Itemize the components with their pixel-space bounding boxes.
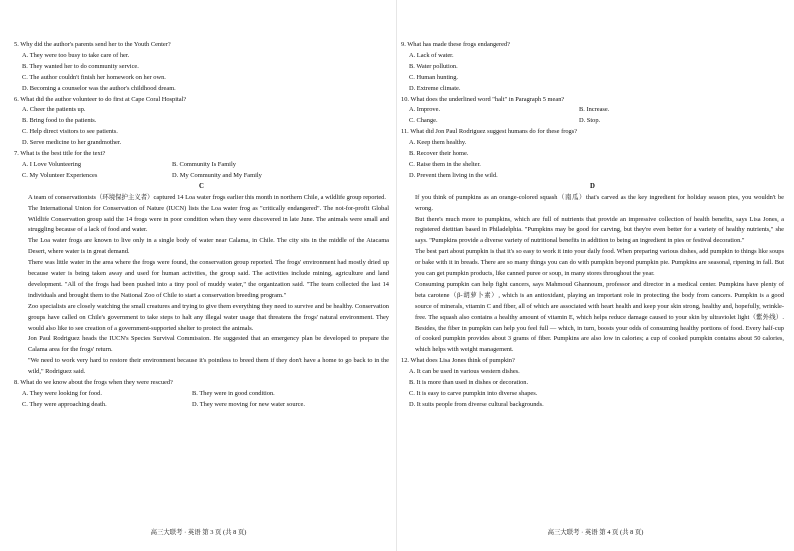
question-8-stem: 8. What do we know about the frogs when they were rescued? — [14, 379, 173, 387]
section-c-heading: C — [199, 182, 204, 190]
question-11-option-d[interactable]: D. Prevent them living in the wild. — [409, 171, 498, 179]
question-11-stem: 11. What did Jon Paul Rodriguez suggest humans do for these frogs? — [401, 128, 578, 136]
question-10-option-b[interactable]: B. Increase. — [579, 106, 610, 114]
question-12-option-d[interactable]: D. It suits people from diverse cultural backgrounds. — [409, 400, 544, 408]
passage-c-paragraph: The International Union for Conservation of Nature (IUCN) lists the Loa water frog as "critically endangered". The not-for-profit Global Wildlife Conservation group said the 14 frogs were in poor condition when they were discovered in late June. The animals were small and struggling because of a lack of food and water. — [28, 204, 389, 234]
question-8-option-d[interactable]: D. They were moving for new water source. — [192, 400, 305, 408]
question-7-option-c[interactable]: C. My Volunteer Experiences — [22, 171, 98, 179]
question-12-option-b[interactable]: B. It is more than used in dishes or decoration. — [409, 379, 529, 387]
passage-d-paragraph: But there's much more to pumpkins, which are full of nutrients that provide an impressive collection of health benefits, says Lisa Jones, a registered dietitian based in Philadelphia. "Pumpkins may be good for carving, but they're even better for a variety of healthy nutrients," she says. "Pumpkins provide a diverse variety of nutritional benefits in addition to being an ingredient in pies or festival decoration." — [415, 215, 784, 245]
passage-c-paragraph: A team of conservationists（环境保护主义者）captured 14 Loa water frogs earlier this month in northern Chile, a wildlife group reported. — [28, 193, 386, 201]
question-7-option-d[interactable]: D. My Community and My Family — [172, 171, 262, 179]
question-8-option-b[interactable]: B. They were in good condition. — [192, 390, 275, 397]
question-6-option-b[interactable]: B. Bring food to the patients. — [22, 117, 97, 125]
passage-d-paragraph: The best part about pumpkin is that it's so easy to work it into your daily food. When preparing various dishes, add pumpkin to things like soups or bake with it in breads. There are so many things you can do with pumpkin beyond pumpkin pie. Pumpkins are seasonal, ripening in fall. But you can get pumpkin products, like canned puree or soup, in many stores throughout the year. — [415, 248, 784, 278]
passage-c-paragraph: The Loa water frogs are known to live only in a single body of water near Calama, in Chile. The city sits in the middle of the Atacama Desert, where water is in great demand. — [28, 237, 389, 256]
passage-c-paragraph: "We need to work very hard to restore their environment because it's pointless to breed them if they don't have a home to go back to in the wild," Rodriguez said. — [28, 357, 389, 376]
question-6-option-a[interactable]: A. Cheer the patients up. — [22, 106, 86, 114]
question-5-stem: 5. Why did the author's parents send her to the Youth Center? — [14, 41, 171, 48]
passage-c-paragraph: Jon Paul Rodriguez heads the IUCN's Species Survival Commission. He suggested that an emergency plan be developed to prepare the Calama area for the frogs' return. — [28, 335, 389, 354]
page-footer-right: 高三大联考 · 英语 第 4 页 (共 8 页) — [547, 529, 644, 536]
question-5-option-c[interactable]: C. The author couldn't finish her homework on her own. — [22, 73, 166, 81]
question-11-option-c[interactable]: C. Raise them in the shelter. — [409, 160, 481, 168]
question-6-option-d[interactable]: D. Serve medicine to her grandmother. — [22, 139, 122, 147]
question-11-option-b[interactable]: B. Recover their home. — [409, 150, 469, 158]
question-7-option-b[interactable]: B. Community Is Family — [172, 160, 236, 168]
question-9-option-c[interactable]: C. Human hunting. — [409, 73, 458, 81]
question-10-option-c[interactable]: C. Change. — [409, 117, 438, 125]
question-8-option-a[interactable]: A. They were looking for food. — [22, 390, 102, 397]
question-9-stem: 9. What has made these frogs endangered? — [401, 41, 511, 48]
question-7-option-a[interactable]: A. I Love Volunteering — [22, 160, 82, 168]
question-6-option-c[interactable]: C. Help direct visitors to see patients. — [22, 128, 118, 136]
passage-c-paragraph: Zoo specialists are closely watching the small creatures and trying to give them everything they need to survive and be healthy. Conservation groups have called on Chile's government to take steps to halt any illegal water usage that threatens the frogs' natural environment. They would also like to see creation of a government-supported shelter to protect the animals. — [28, 302, 389, 332]
question-12-option-c[interactable]: C. It is easy to carve pumpkin into diverse shapes. — [409, 390, 538, 397]
question-6-stem: 6. What did the author volunteer to do first at Cape Coral Hospital? — [14, 95, 187, 103]
question-10-stem: 10. What does the underlined word "halt" in Paragraph 5 mean? — [401, 95, 565, 103]
passage-c-paragraph: There was little water in the area where the frogs were found, the conservation group reported. The frogs' environment had mostly dried up because water is being taken away and used for human activities, the group said. The activities include mining, agriculture and land development. "All of the frogs had been pushed into a tiny pool of muddy water," the organization said. "The team collected the last 14 individuals and brought them to the National Zoo of Chile to start a conservation breeding program." — [28, 259, 389, 299]
question-9-option-d[interactable]: D. Extreme climate. — [409, 84, 461, 92]
question-12-stem: 12. What does Lisa Jones think of pumpkin? — [401, 357, 515, 365]
question-10-option-a[interactable]: A. Improve. — [409, 106, 441, 114]
question-8-option-c[interactable]: C. They were approaching death. — [22, 400, 107, 408]
right-page — [397, 0, 794, 551]
page-footer-left: 高三大联考 · 英语 第 3 页 (共 8 页) — [150, 529, 247, 536]
question-5-option-a[interactable]: A. They were too busy to take care of her. — [22, 51, 130, 59]
question-9-option-a[interactable]: A. Lack of water. — [409, 51, 454, 59]
passage-d-paragraph: If you think of pumpkins as an orange-colored squash（南瓜）that's carved as the key ingredient for holiday season pies, you wouldn't be wrong. — [415, 193, 784, 212]
question-5-option-b[interactable]: B. They wanted her to do community service. — [22, 62, 139, 70]
section-d-heading: D — [590, 182, 595, 190]
question-5-option-d[interactable]: D. Becoming a counselor was the author's childhood dream. — [22, 84, 176, 92]
question-7-stem: 7. What is the best title for the text? — [14, 150, 106, 158]
question-9-option-b[interactable]: B. Water pollution. — [409, 62, 458, 70]
question-11-option-a[interactable]: A. Keep them healthy. — [409, 139, 467, 147]
question-12-option-a[interactable]: A. It can be used in various western dishes. — [409, 368, 520, 376]
passage-d-paragraph: Consuming pumpkin can help fight cancers, says Mahmoud Ghannoum, professor and director in a medical center. Pumpkins have plenty of beta carotene（β-胡萝卜素）, which is an antioxidant, playing an important role in protecting the body from cancers. Pumpkin is a good source of minerals, vitamin C and fiber, all of which are associated with heart health and keep your skin strong, healthy and, hopefully, wrinkle-free. The squash also contains a healthy amount of vitamin E, which helps reduce damage caused to your skin by ultraviolet light（紫外线）. Besides, the fiber in pumpkin can help you feel full — which, in turn, boosts your odds of consuming healthy portions of food. Every half-cup of cooked pumpkin provides about 3 grams of fiber. Pumpkins are also low in calories; a cup of cooked pumpkin contains about 50 calories, which helps with weight management. — [415, 280, 784, 354]
question-10-option-d[interactable]: D. Stop. — [579, 117, 601, 125]
